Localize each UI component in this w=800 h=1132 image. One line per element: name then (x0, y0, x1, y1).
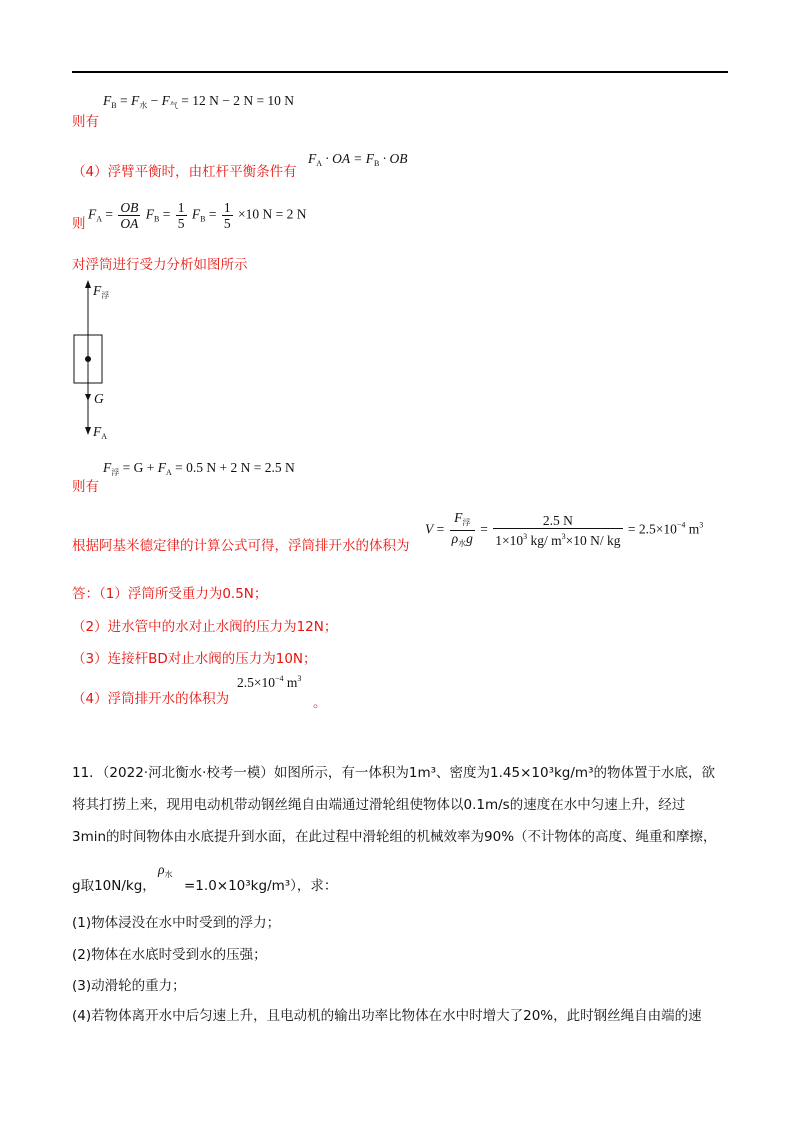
problem-line-2: 将其打捞上来，现用电动机带动钢丝绳自由端通过滑轮组使物体以0.1m/s的速度在水中匀速上升，经过 (72, 797, 686, 813)
rho-water-symbol: $\rho_水$ (158, 862, 173, 879)
text-force-analysis: 对浮筒进行受力分析如图所示 (72, 257, 248, 273)
label-f-a: $F_A$ (93, 424, 108, 441)
text-step4: （4）浮臂平衡时，由杠杆平衡条件有 (72, 164, 297, 180)
problem-line-4: g取10N/kg， (72, 878, 156, 894)
force-diagram (70, 278, 130, 444)
problem-line-4b: =1.0×10³kg/m³），求： (184, 878, 338, 894)
text-then-has-1: 则有 (72, 114, 99, 130)
text-then: 则 (72, 216, 86, 232)
question-1: (1)物体浸没在水中时受到的浮力； (72, 915, 281, 931)
equation-fb: $F_B = F_水 - F_气 = 12$ N − 2 N = 10 N (103, 93, 295, 110)
equation-f-buoyant: $F_浮 = G + F_A = 0.5$ N + 2 N = 2.5 N (103, 460, 295, 477)
problem-line-3: 3min的时间物体由水底提升到水面，在此过程中滑轮组的机械效率为90%（不计物体的高度、绳重和摩擦， (72, 829, 717, 845)
answer-1: 答：（1）浮筒所受重力为0.5N； (72, 586, 268, 602)
answer-4: （4）浮筒排开水的体积为 (72, 691, 230, 707)
equation-lever: $F_A$ · OA = $F_B$ · OB (308, 151, 408, 168)
text-then-has-2: 则有 (72, 479, 99, 495)
equation-volume: V = $\frac{F_浮}{\rho_水g}$ = $\frac{2.5 N}{1\times 10^3 kg/ m^3\times 10 N/ kg}$ = $2.5\times 10^{-4}$ $m^3$ (425, 510, 704, 548)
label-f-buoyant: $F_浮$ (93, 283, 110, 300)
header-rule (72, 71, 728, 73)
label-g: G (94, 391, 104, 406)
answer-4-value: $2.5\times 10^{-4}$ $m^3$ (237, 674, 302, 690)
question-3: (3)动滑轮的重力； (72, 978, 186, 994)
equation-fa: $F_A$ = $\frac{OB}{OA}$ $F_B$ = $\frac{1}{5}$ $F_B$ = $\frac{1}{5}$ ×10 N = 2 N (88, 200, 307, 231)
question-4: (4)若物体离开水中后匀速上升，且电动机的输出功率比物体在水中时增大了20%，此时钢丝绳自由端的速 (72, 1008, 702, 1024)
problem-line-1: 11．（2022·河北衡水·校考一模）如图所示，有一体积为1m³、密度为1.45×10³kg/m³的物体置于水底，欲 (72, 765, 715, 781)
answer-2: （2）进水管中的水对止水阀的压力为12N； (72, 619, 338, 635)
text-archimedes: 根据阿基米德定律的计算公式可得，浮筒排开水的体积为 (72, 538, 410, 554)
answer-3: （3）连接杆BD对止水阀的压力为10N； (72, 651, 317, 667)
question-2: (2)物体在水底时受到水的压强； (72, 947, 267, 963)
answer-4-period: 。 (313, 695, 327, 711)
